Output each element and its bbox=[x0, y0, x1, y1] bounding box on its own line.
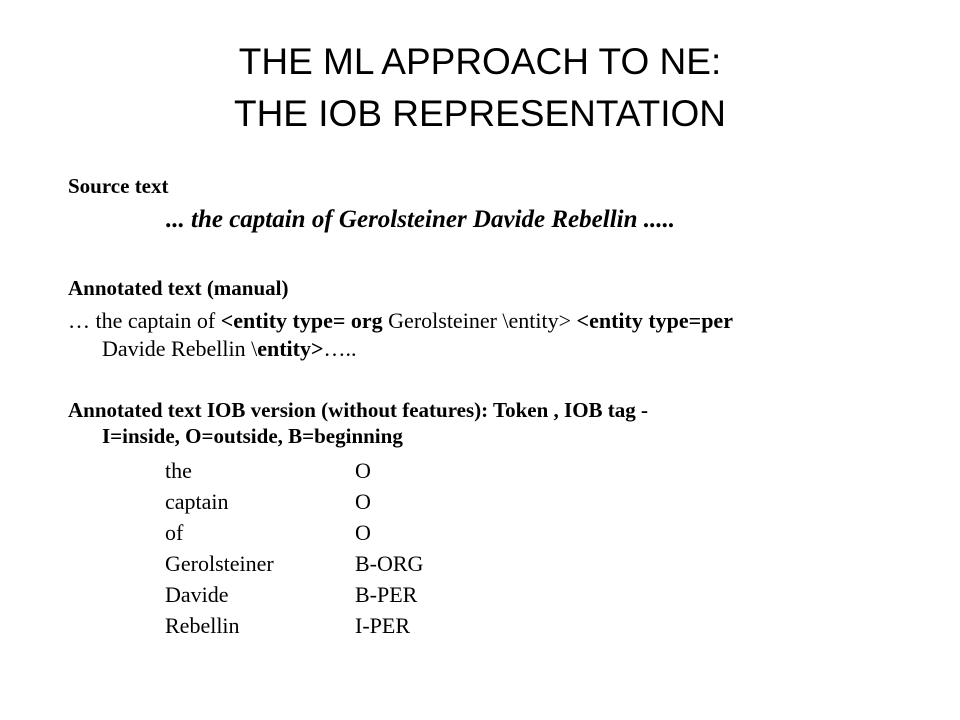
manual-line1-text: … the captain of bbox=[68, 308, 221, 333]
manual-annotation-heading: Annotated text (manual) bbox=[68, 276, 289, 300]
iob-tag-cell: B-ORG bbox=[355, 550, 424, 576]
token-cell: Gerolsteiner bbox=[165, 550, 274, 576]
table-row bbox=[165, 517, 423, 548]
source-text-sentence: ... the captain of Gerolsteiner Davide Rebellin ..... bbox=[166, 206, 675, 233]
table-row bbox=[165, 579, 423, 610]
iob-tag-cell: I-PER bbox=[355, 612, 410, 638]
table-row bbox=[165, 486, 423, 517]
manual-annotation-line-1 bbox=[68, 308, 733, 334]
iob-tag-cell: O bbox=[355, 457, 371, 483]
manual-line1-per-tag: <entity type=per bbox=[576, 308, 733, 333]
source-text-heading: Source text bbox=[68, 174, 169, 198]
iob-heading-line-1: Annotated text IOB version (without features): Token , IOB tag - bbox=[68, 398, 649, 422]
manual-line2-close-tag: entity> bbox=[257, 336, 324, 361]
table-row bbox=[165, 455, 423, 486]
manual-line1-org-entity: Gerolsteiner \entity> bbox=[382, 308, 577, 333]
slide-title-line-2: THE IOB REPRESENTATION bbox=[233, 93, 727, 134]
table-row bbox=[165, 610, 423, 641]
manual-line2-ellipsis: ….. bbox=[323, 336, 357, 361]
iob-tag-cell: O bbox=[355, 488, 371, 514]
manual-line1-org-tag: <entity type= org bbox=[220, 308, 383, 333]
token-cell: Davide bbox=[165, 581, 229, 607]
token-cell: of bbox=[165, 519, 184, 545]
iob-tag-cell: B-PER bbox=[355, 581, 418, 607]
token-cell: Rebellin bbox=[165, 612, 240, 638]
slide-title-line-1: THE ML APPROACH TO NE: bbox=[238, 41, 722, 82]
token-cell: the bbox=[165, 457, 192, 483]
iob-heading-line-2: I=inside, O=outside, B=beginning bbox=[102, 424, 403, 448]
manual-line2-per-entity: Davide Rebellin \ bbox=[102, 336, 258, 361]
manual-annotation-line-2 bbox=[102, 336, 357, 362]
iob-token-table bbox=[165, 455, 423, 641]
table-row bbox=[165, 548, 423, 579]
token-cell: captain bbox=[165, 488, 229, 514]
iob-tag-cell: O bbox=[355, 519, 371, 545]
